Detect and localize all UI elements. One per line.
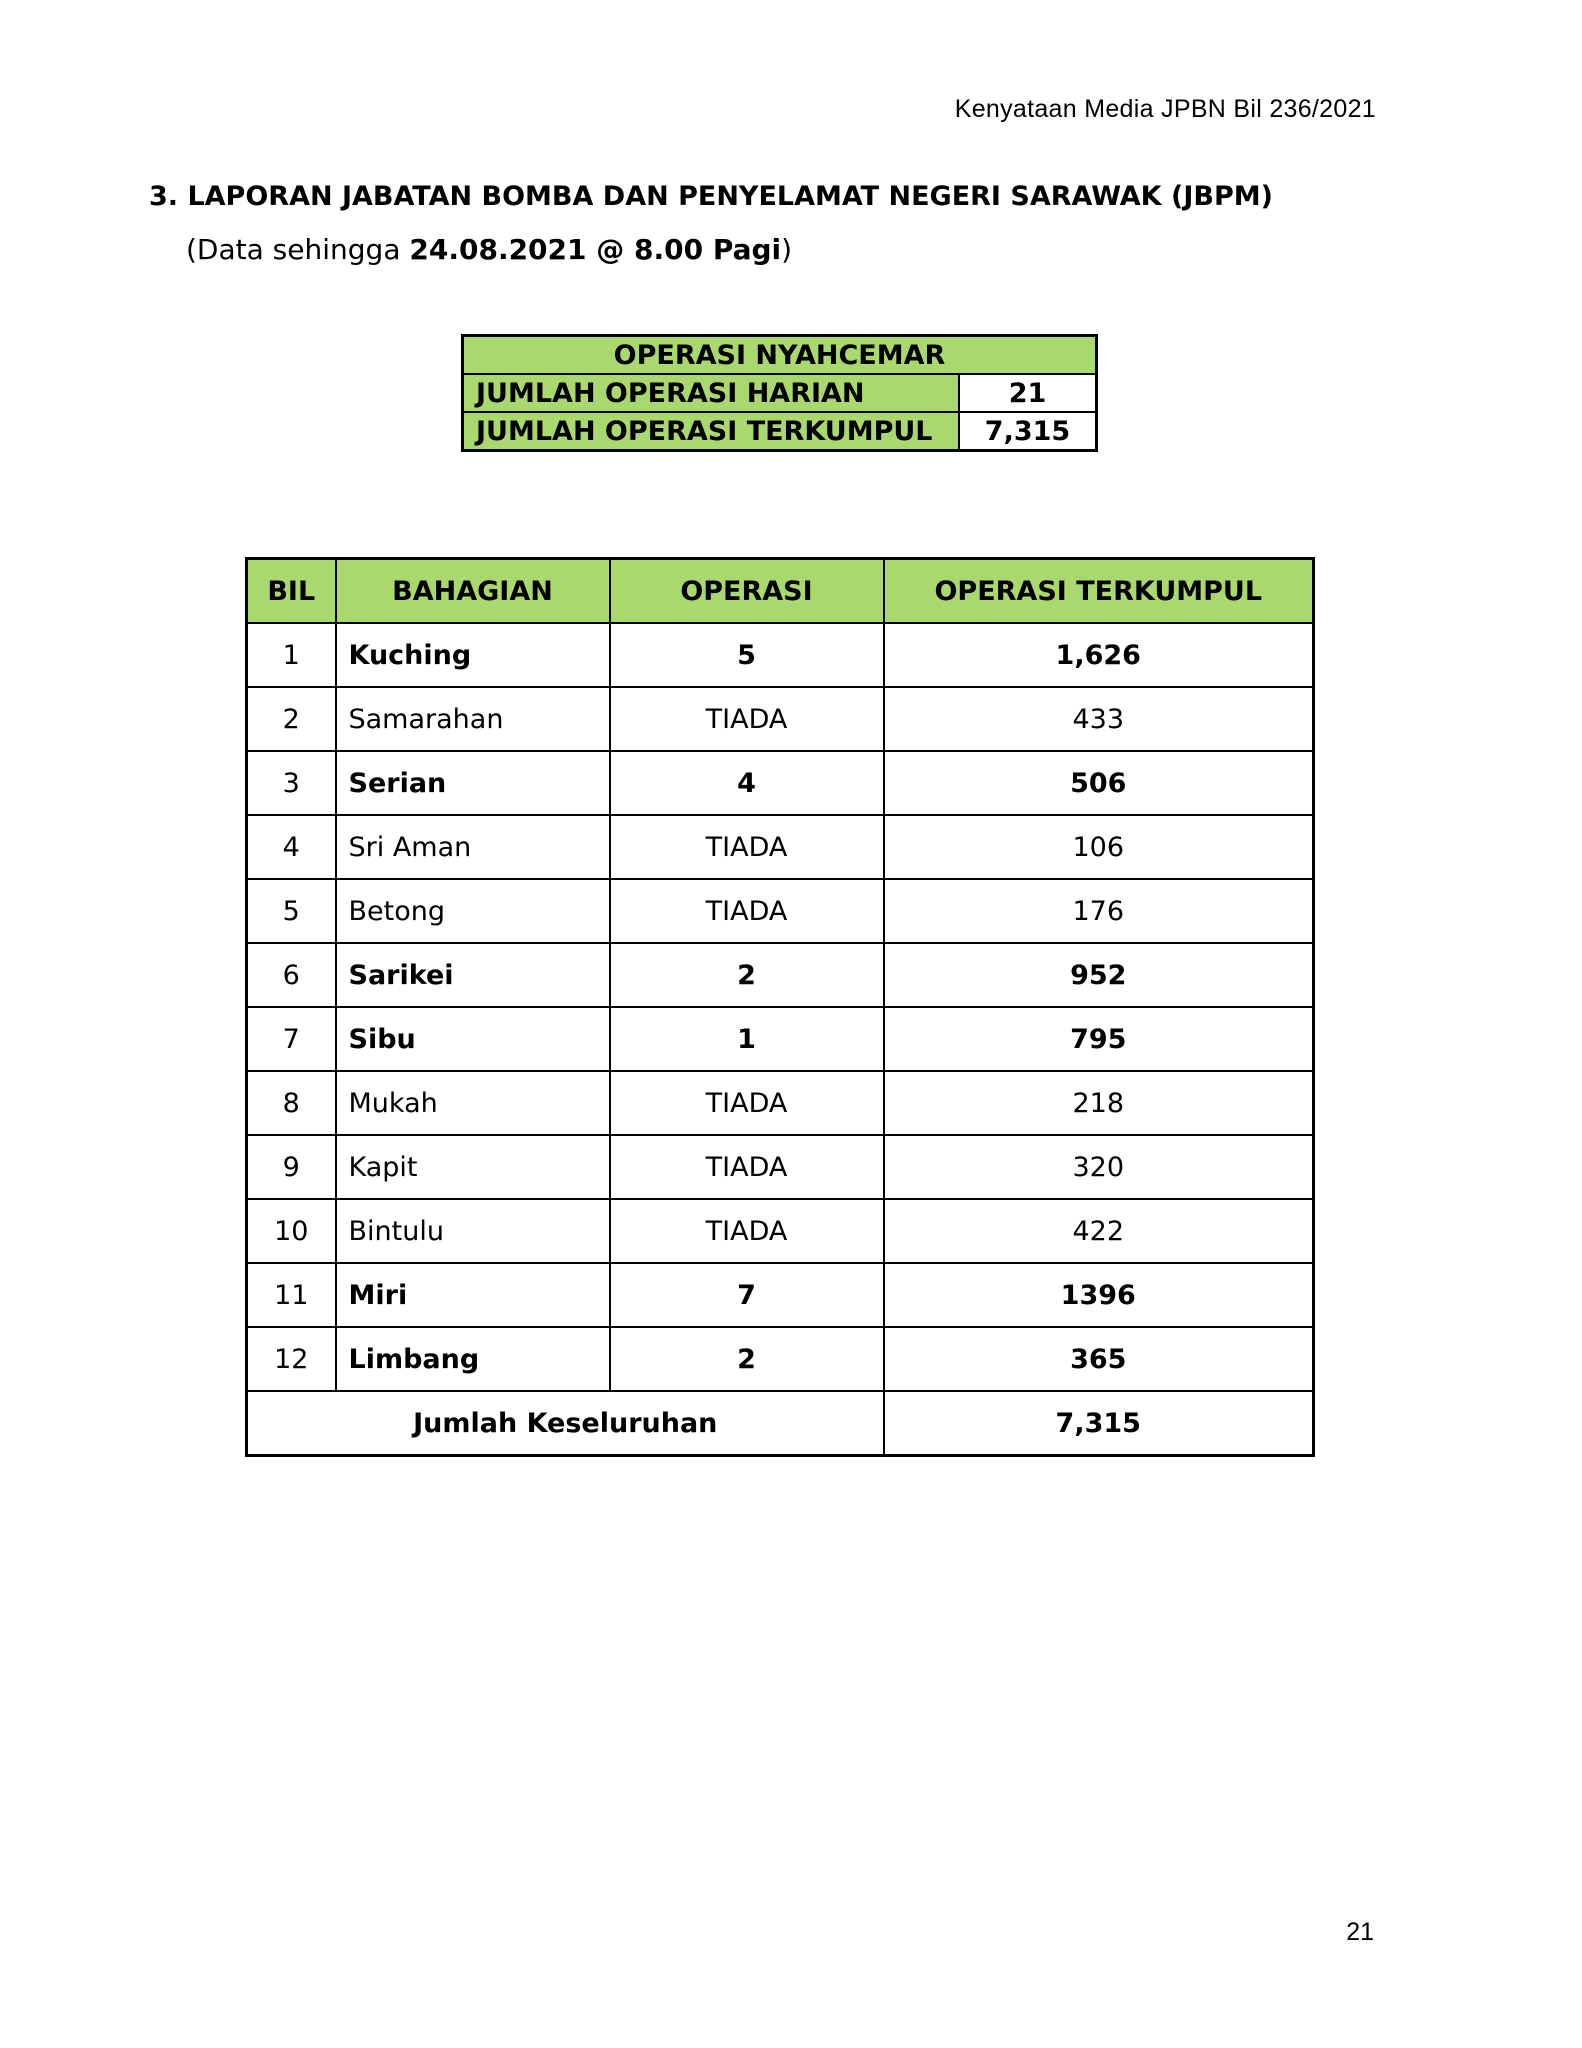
cumulative-operations-label: JUMLAH OPERASI TERKUMPUL [463, 412, 960, 451]
table-row [247, 1071, 1314, 1135]
column-header-bil: BIL [247, 559, 336, 624]
cell-bahagian: Samarahan [336, 687, 610, 751]
cumulative-operations-value: 7,315 [959, 412, 1097, 451]
cell-bahagian: Miri [336, 1263, 610, 1327]
cell-operasi: TIADA [610, 1071, 884, 1135]
data-note-date: 24.08.2021 @ 8.00 Pagi [409, 233, 782, 266]
table-row [247, 943, 1314, 1007]
page-number: 21 [1346, 1918, 1374, 1946]
cell-bahagian: Mukah [336, 1071, 610, 1135]
table-row [247, 1327, 1314, 1391]
cell-terkumpul: 506 [884, 751, 1314, 815]
cell-terkumpul: 422 [884, 1199, 1314, 1263]
cell-bahagian: Serian [336, 751, 610, 815]
cell-terkumpul: 176 [884, 879, 1314, 943]
cell-bil: 11 [247, 1263, 336, 1327]
cell-operasi: TIADA [610, 1135, 884, 1199]
cell-bil: 10 [247, 1199, 336, 1263]
cell-terkumpul: 433 [884, 687, 1314, 751]
cell-operasi: 4 [610, 751, 884, 815]
cell-bil: 8 [247, 1071, 336, 1135]
total-label: Jumlah Keseluruhan [247, 1391, 884, 1456]
cell-bil: 6 [247, 943, 336, 1007]
cell-operasi: TIADA [610, 687, 884, 751]
summary-heading: OPERASI NYAHCEMAR [463, 336, 1097, 375]
data-note-prefix: (Data sehingga [186, 233, 410, 266]
data-date-note [186, 233, 792, 266]
cell-operasi: 2 [610, 1327, 884, 1391]
cell-bahagian: Sri Aman [336, 815, 610, 879]
data-note-suffix: ) [781, 233, 793, 266]
table-row [247, 751, 1314, 815]
division-operations-table [245, 557, 1315, 1457]
cell-terkumpul: 365 [884, 1327, 1314, 1391]
cell-bil: 3 [247, 751, 336, 815]
daily-operations-value: 21 [959, 374, 1097, 412]
cell-operasi: TIADA [610, 879, 884, 943]
table-row [247, 1263, 1314, 1327]
cell-operasi: TIADA [610, 1199, 884, 1263]
cell-operasi: TIADA [610, 815, 884, 879]
cell-terkumpul: 320 [884, 1135, 1314, 1199]
cell-terkumpul: 795 [884, 1007, 1314, 1071]
cell-bahagian: Limbang [336, 1327, 610, 1391]
cell-bahagian: Betong [336, 879, 610, 943]
table-row [247, 1007, 1314, 1071]
total-value: 7,315 [884, 1391, 1314, 1456]
cell-operasi: 7 [610, 1263, 884, 1327]
cell-bahagian: Kuching [336, 623, 610, 687]
cell-operasi: 2 [610, 943, 884, 1007]
cell-bil: 12 [247, 1327, 336, 1391]
cell-terkumpul: 1,626 [884, 623, 1314, 687]
cell-terkumpul: 1396 [884, 1263, 1314, 1327]
cell-bil: 7 [247, 1007, 336, 1071]
summary-table [461, 334, 1098, 452]
cell-bahagian: Bintulu [336, 1199, 610, 1263]
total-row [247, 1391, 1314, 1456]
cell-bil: 5 [247, 879, 336, 943]
section-title: 3. LAPORAN JABATAN BOMBA DAN PENYELAMAT NEGERI SARAWAK (JBPM) [149, 181, 1273, 212]
column-header-operasi-terkumpul: OPERASI TERKUMPUL [884, 559, 1314, 624]
cell-bil: 9 [247, 1135, 336, 1199]
cell-terkumpul: 952 [884, 943, 1314, 1007]
cell-operasi: 5 [610, 623, 884, 687]
document-reference: Kenyataan Media JPBN Bil 236/2021 [954, 95, 1376, 123]
table-row [247, 1135, 1314, 1199]
cell-terkumpul: 106 [884, 815, 1314, 879]
cell-bil: 4 [247, 815, 336, 879]
cell-bahagian: Kapit [336, 1135, 610, 1199]
table-row [247, 815, 1314, 879]
cell-bahagian: Sarikei [336, 943, 610, 1007]
cell-operasi: 1 [610, 1007, 884, 1071]
cell-bil: 2 [247, 687, 336, 751]
table-row [247, 1199, 1314, 1263]
daily-operations-label: JUMLAH OPERASI HARIAN [463, 374, 960, 412]
table-row [247, 687, 1314, 751]
table-row [247, 623, 1314, 687]
table-row [247, 879, 1314, 943]
column-header-operasi: OPERASI [610, 559, 884, 624]
cell-bahagian: Sibu [336, 1007, 610, 1071]
cell-bil: 1 [247, 623, 336, 687]
cell-terkumpul: 218 [884, 1071, 1314, 1135]
column-header-bahagian: BAHAGIAN [336, 559, 610, 624]
